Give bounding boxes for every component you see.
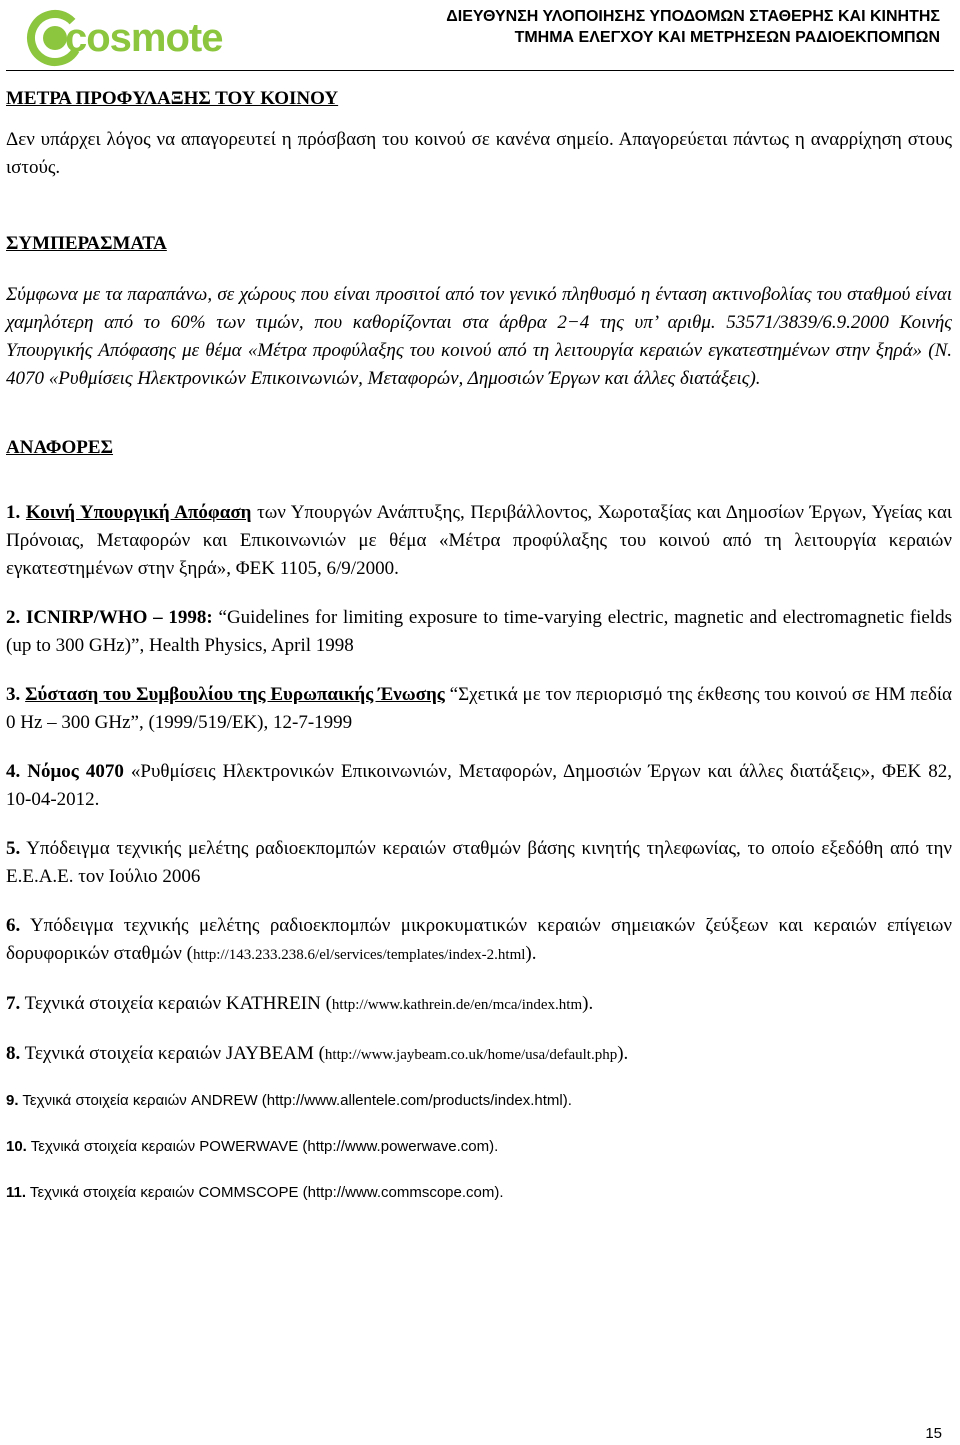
conclusions-paragraph: Σύμφωνα με τα παραπάνω, σε χώρους που είναι προσιτοί από τον γενικό πληθυσμό η ένταση ακτινοβολίας του σταθμού είναι χαμηλότερη από το 60% των τιμών, που καθορίζονται στα άρθρα 2−4 της υπ’ αριθμ. 53571/3839/6.9.2000 Κοινής Υπουργικής Απόφασης με θέμα «Μέτρα προφύλαξης του κοινού από τη λειτουργία κεραιών εγκατεστημένων στην ξηρά» (Ν. 4070 «Ρυθμίσεις Ηλεκτρονικών Επικοινωνιών, Μεταφορών, Δημοσιών Έργων και άλλες διατάξεις). — [6, 284, 952, 389]
page-body — [6, 88, 952, 1225]
heading-references: ΑΝΑΦΟΡΕΣ — [6, 437, 114, 458]
reference-10: 10. Τεχνικά στοιχεία κεραιών POWERWAVE (http://www.powerwave.com). — [6, 1138, 499, 1155]
reference-3: 3. Σύσταση του Συμβουλίου της Ευρωπαικής Ένωσης “Σχετικά με τον περιορισμό της έκθεσης του κοινού σε ΗΜ πεδία 0 Hz – 300 GHz”, (1999/519/ΕΚ), 12-7-1999 — [6, 684, 952, 733]
reference-8: 8. Τεχνικά στοιχεία κεραιών JAYBEAM (http://www.jaybeam.co.uk/home/usa/default.php). — [6, 1043, 629, 1064]
reference-4: 4. Νόμος 4070 «Ρυθμίσεις Ηλεκτρονικών Επικοινωνιών, Μεταφορών, Δημοσιών Έργων και άλλες διατάξεις», ΦΕΚ 82, 10-04-2012. — [6, 761, 953, 810]
reference-9: 9. Τεχνικά στοιχεία κεραιών ANDREW (http://www.allentele.com/products/index.html). — [6, 1092, 572, 1109]
reference-6-link[interactable]: http://143.233.238.6/el/services/templates/index-2.html — [192, 947, 526, 963]
reference-7: 7. Τεχνικά στοιχεία κεραιών KATHREIN (http://www.kathrein.de/en/mca/index.htm). — [6, 993, 594, 1014]
document-header — [446, 6, 940, 48]
logo-wordmark: cosmote — [65, 16, 223, 60]
reference-8-link[interactable]: http://www.jaybeam.co.uk/home/usa/default.php — [324, 1047, 618, 1063]
reference-7-link[interactable]: http://www.kathrein.de/en/mca/index.htm — [331, 997, 583, 1013]
references-list — [6, 499, 952, 1204]
reference-6: 6. Υπόδειγμα τεχνικής μελέτης ραδιοεκπομπών μικροκυματικών κεραιών σημειακών ζεύξεων και κεραιών επίγειων δορυφορικών σταθμών (http://143.233.238.6/el/services/templates/index-2.html). — [6, 915, 952, 964]
reference-2: 2. ICNIRP/WHO – 1998: “Guidelines for limiting exposure to time-varying electric, magnetic and electromagnetic fields (up to 300 GHz)”, Health Physics, April 1998 — [6, 607, 952, 656]
header-line-2: ΤΜΗΜΑ ΕΛΕΓΧΟΥ ΚΑΙ ΜΕΤΡΗΣΕΩΝ ΡΑΔΙΟΕΚΠΟΜΠΩΝ — [514, 29, 940, 46]
reference-5: 5. Υπόδειγμα τεχνικής μελέτης ραδιοεκπομπών κεραιών σταθμών βάσης κινητής τηλεφωνίας, το οποίο εξεδόθη από την Ε.Ε.Α.Ε. τον Ιούλιο 2006 — [6, 838, 952, 887]
reference-1: 1. Κοινή Υπουργική Απόφαση των Υπουργών Ανάπτυξης, Περιβάλλοντος, Χωροταξίας και Δημοσίων Έργων, Υγείας και Πρόνοιας, Μεταφορών και Επικοινωνιών με θέμα «Μέτρα προφύλαξης του κοινού από τη λειτουργία κεραιών εγκατεστημένων στην ξηρά», ΦΕΚ 1105, 6/9/2000. — [6, 502, 953, 579]
protection-paragraph: Δεν υπάρχει λόγος να απαγορευτεί η πρόσβαση του κοινού σε κανένα σημείο. Απαγορεύεται πάντως η αναρρίχηση στους ιστούς. — [6, 129, 952, 178]
cosmote-logo-mark — [25, 8, 225, 68]
heading-conclusions: ΣΥΜΠΕΡΑΣΜΑΤΑ — [6, 233, 167, 254]
heading-protection-measures: ΜΕΤΡΑ ΠΡΟΦΥΛΑΞΗΣ ΤΟΥ ΚΟΙΝΟΥ — [6, 88, 339, 109]
header-rule — [6, 70, 954, 71]
reference-11: 11. Τεχνικά στοιχεία κεραιών COMMSCOPE (http://www.commscope.com). — [6, 1184, 504, 1201]
page-number: 15 — [925, 1425, 942, 1442]
cosmote-logo — [25, 8, 225, 68]
header-line-1: ΔΙΕΥΘΥΝΣΗ ΥΛΟΠΟΙΗΣΗΣ ΥΠΟΔΟΜΩΝ ΣΤΑΘΕΡΗΣ ΚΑΙ ΚΙΝΗΤΗΣ — [446, 8, 940, 25]
